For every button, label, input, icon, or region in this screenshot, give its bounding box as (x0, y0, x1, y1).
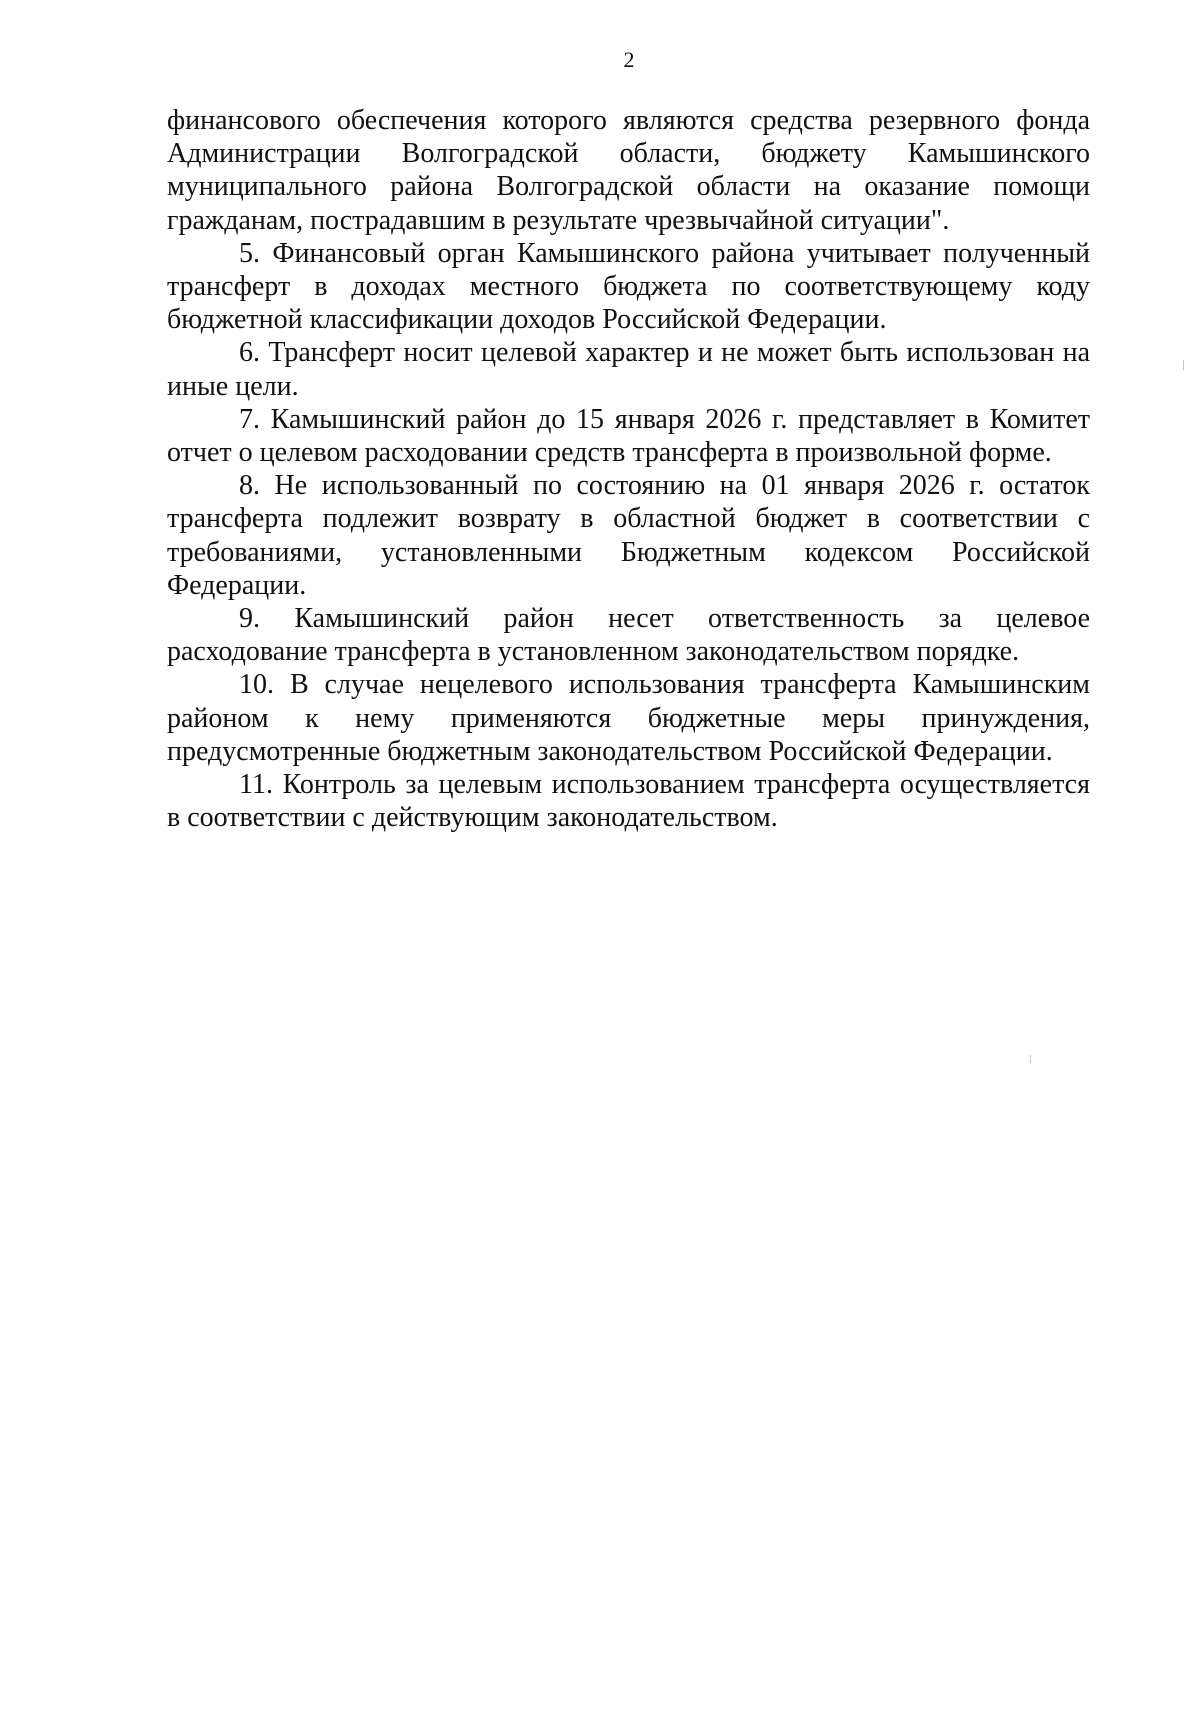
paragraph-continuation: финансового обеспечения которого являются средства резервного фонда Администрации Волгоградской области, бюджету Камышинского муниципального района Волгоградской области на оказание помощи гражданам, пострадавшим в результате чрезвычайной ситуации". (167, 105, 1090, 236)
paragraph-item-10: 10. В случае нецелевого использования трансферта Камышинским районом к нему применяются бюджетные меры принуждения, предусмотренные бюджетным законодательством Российской Федерации. (167, 669, 1090, 767)
scan-artifact (1183, 360, 1184, 370)
paragraph-item-7: 7. Камышинский район до 15 января 2026 г. представляет в Комитет отчет о целевом расходовании средств трансферта в произвольной форме. (167, 403, 1090, 469)
scan-artifact (1030, 1055, 1031, 1063)
page-number: 2 (623, 47, 635, 72)
paragraph-item-11: 11. Контроль за целевым использованием трансферта осуществляется в соответствии с действующим законодательством. (167, 769, 1090, 834)
paragraph-item-9: 9. Камышинский район несет ответственность за целевое расходование трансферта в установленном законодательством порядке. (167, 603, 1090, 668)
paragraph-item-6: 6. Трансферт носит целевой характер и не может быть использован на иные цели. (167, 337, 1090, 402)
document-body (167, 104, 1090, 834)
paragraph-item-5: 5. Финансовый орган Камышинского района учитывает полученный трансферт в доходах местного бюджета по соответствующему коду бюджетной классификации доходов Российской Федерации. (167, 237, 1090, 336)
paragraph-item-8: 8. Не использованный по состоянию на 01 января 2026 г. остаток трансферта подлежит возврату в областной бюджет в соответствии с требованиями, установленными Бюджетным кодексом Российской Федерации. (167, 470, 1090, 601)
